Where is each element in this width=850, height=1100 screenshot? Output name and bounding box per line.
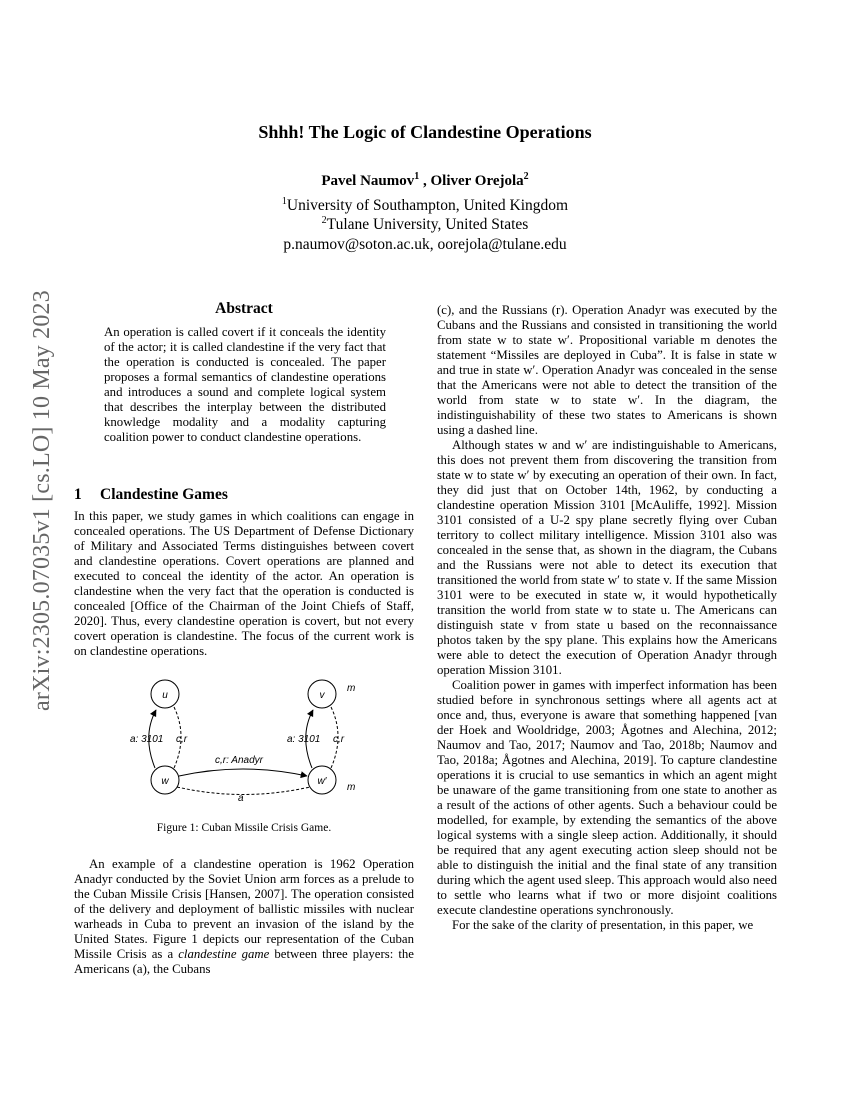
proposition-m-top: m	[347, 683, 356, 694]
node-label-v: v	[319, 690, 325, 701]
paragraph-text: An example of a clandestine operation is 1962 Operation Anadyr conducted by the Soviet Union arm forces as a prelude to the Cuban Missile Crisis [Hansen, 2007]. The operation consisted of the delivery and deployment of ballistic missiles with nuclear warheads in Cuba to prevent an invasion of the island by the United States. Figure 1 depicts our representation of the Cuban Missile Crisis as a	[74, 857, 414, 961]
figure-cuban-missile-crisis	[110, 672, 380, 807]
arxiv-identifier-text: arXiv:2305.07035v1 [cs.LO] 10 May 2023	[28, 289, 55, 711]
proposition-m-bottom: m	[347, 782, 356, 793]
author-affiliation-mark: 1	[414, 171, 420, 182]
edge-w-to-wprime	[179, 769, 307, 776]
section-heading	[74, 486, 228, 504]
edge-label-anadyr: c,r: Anadyr	[215, 755, 263, 766]
arxiv-identifier	[22, 289, 62, 711]
edge-label-cr-right: c,r	[333, 734, 345, 745]
node-label-u: u	[162, 690, 168, 701]
body-paragraph: Although states w and w′ are indistinguishable to Americans, this does not prevent them from discovering the transition from state w to state w′ by executing an operation of their own. In fact, they did just that on October 14th, 1962, by conducting a clandestine operation Mission 3101 [McAuliffe, 1992]. Mission 3101 consisted of a U-2 spy plane secretly flying over Cuban territory to collect military intelligence. Mission 3101 also was concealed in the sense that, as shown in the diagram, the Cubans and the Russians were not able to detect its execution that transitioned the world from state w′ to state v. If the same Mission 3101 were to be executed in state w, it would hypothetically transition the world from state w to state u. The Americans can distinguish state v from state u based on the reconnaissance photos taken by the spy plane. This explains how the Americans were able to detect the execution of Operation Anadyr through operation Mission 3101.	[437, 438, 777, 677]
right-column	[437, 303, 777, 933]
body-paragraph: (c), and the Russians (r). Operation Anadyr was executed by the Cubans and the Russians and consisted in transitioning the world from state w to state w′. Propositional variable m denotes the statement “Missiles are deployed in Cuba”. It is false in state w and true in state w′. Operation Anadyr was concealed in the sense that the Americans were not able to detect the transition of the world from state w to state w′. In the diagram, the indistinguishability of these two states to Americans is shown using a dashed line.	[437, 303, 777, 437]
author-emails: p.naumov@soton.ac.uk, oorejola@tulane.edu	[283, 236, 567, 253]
body-paragraph: Coalition power in games with imperfect information has been studied before in synchronous settings where all agents act at once and, thus, everyone is aware that something happened [van der Hoek and Wooldridge, 2003; Ågotnes and Alechina, 2012; Naumov and Tao, 2017; Naumov and Tao, 2018b; Naumov and Tao, 2018a; Ågotnes and Alechina, 2019]. To capture clandestine operations it is crucial to use semantics in which an agent might be unaware of the game transitioning from one state to another as a result of the actions of other agents. Such a behaviour could be modelled, for example, by extending the semantics of the above logical systems with a single sleep action. Additionally, it should be required that any agent executing action sleep should not be able to distinguish the initial and the final state of any transition during which the agent used sleep. This approach would also need to settle who learns what if two or more disjoint coalitions execute clandestine operations synchronously.	[437, 678, 777, 917]
left-column-bottom	[74, 857, 414, 977]
body-paragraph: In this paper, we study games in which coalitions can engage in concealed operations. The US Department of Defense Dictionary of Military and Associated Terms distinguishes between covert and clandestine operations. Covert operations are planned and executed to conceal the identity of the actor. An operation is clandestine when the very fact that the operation is conducted is concealed [Office of the Chairman of the Joint Chiefs of Staff, 2020]. Thus, every clandestine operation is covert, but not every covert operation is clandestine. The focus of the current work is on clandestine operations.	[74, 509, 414, 658]
affiliation-mark: 1	[281, 195, 287, 207]
section-number: 1	[74, 486, 82, 503]
affiliation-text: Tulane University, United States	[326, 216, 529, 233]
edge-label-a-3101-left: a: 3101	[130, 734, 164, 745]
node-label-w-prime: w′	[317, 776, 327, 787]
paper-title: Shhh! The Logic of Clandestine Operations	[258, 122, 592, 142]
affiliation-text: University of Southampton, United Kingdom	[286, 197, 569, 214]
body-paragraph	[74, 857, 414, 977]
edge-label-a: a	[238, 793, 244, 804]
figure-caption: Figure 1: Cuban Missile Crisis Game.	[156, 822, 332, 834]
edge-label-cr-left: c,r	[176, 734, 188, 745]
body-paragraph: For the sake of the clarity of presentation, in this paper, we	[452, 918, 754, 932]
author-line	[0, 172, 850, 190]
abstract-text: An operation is called covert if it conceals the identity of the actor; it is called clandestine if the very fact that the operation is conducted is concealed. The paper proposes a formal semantics of clandestine operations and introduces a sound and complete logical system that describes the interplay between the distributed knowledge modality and a modality capturing coalition power to conduct clandestine operations.	[104, 325, 386, 444]
affiliation	[0, 215, 850, 234]
left-column-top	[74, 509, 414, 659]
author-name: Oliver Orejola	[430, 173, 524, 189]
affiliation-mark: 2	[321, 214, 327, 226]
author-separator: ,	[419, 173, 431, 189]
abstract-heading: Abstract	[215, 300, 273, 317]
author-affiliation-mark: 2	[523, 171, 529, 182]
node-label-w: w	[161, 776, 169, 787]
author-name: Pavel Naumov	[321, 173, 415, 189]
section-title: Clandestine Games	[100, 486, 228, 503]
paragraph-text: between three players: the Americans (a), the Cubans	[74, 947, 414, 976]
emphasis-text: clandestine game	[178, 947, 270, 961]
edge-label-a-3101-right: a: 3101	[287, 734, 321, 745]
affiliation	[0, 196, 850, 215]
